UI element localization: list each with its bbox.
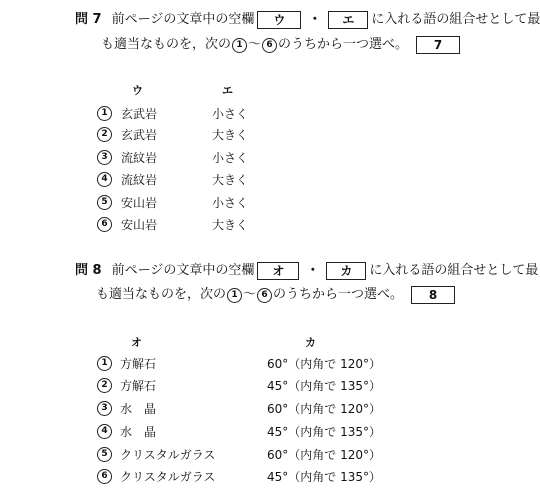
q7-option-6-num: 6 <box>97 217 112 232</box>
q7-range-start: 1 <box>232 38 247 53</box>
q8-blank-b: カ <box>326 262 366 280</box>
q8-prompt-line-1 <box>75 262 538 280</box>
q8-blank-a: オ <box>257 262 299 280</box>
q7-blank-b: エ <box>328 11 368 29</box>
q7-option-5-rock: 安山岩 <box>121 196 158 210</box>
q8-number: 問 8 <box>75 263 102 278</box>
q8-prompt-end: に入れる語の組合せとして最 <box>369 263 539 278</box>
q8-option-3-angle: 60°（内角で 120°） <box>267 402 381 416</box>
q8-option-3-material: 水 晶 <box>120 402 157 416</box>
q8-prompt-text-2: も適当なものを，次の <box>96 287 227 302</box>
q8-option-4-material: 水 晶 <box>120 425 157 439</box>
q8-option-1-material: 方解石 <box>120 357 157 371</box>
q7-option-4-num: 4 <box>97 172 112 187</box>
q7-option-4-rock: 流紋岩 <box>121 173 158 187</box>
q8-range-start: 1 <box>227 288 242 303</box>
q7-option-3-rock: 流紋岩 <box>121 151 158 165</box>
q8-option-4-angle: 45°（内角で 135°） <box>267 425 381 439</box>
q7-option-6-size: 大きく <box>212 218 249 232</box>
q7-prompt-text: 前ページの文章中の空欄 <box>111 12 255 27</box>
q8-option-1-angle: 60°（内角で 120°） <box>267 357 381 371</box>
q7-option-2-size: 大きく <box>212 128 249 142</box>
q7-prompt-end: に入れる語の組合せとして最 <box>371 12 540 27</box>
q8-col-header-1: オ <box>131 336 142 349</box>
q7-option-1-rock: 玄武岩 <box>121 107 158 121</box>
q7-option-2-num: 2 <box>97 127 112 142</box>
q8-option-6-num: 6 <box>97 469 112 484</box>
q8-option-6-angle: 45°（内角で 135°） <box>267 470 381 484</box>
q7-blank-a: ウ <box>257 11 301 29</box>
q7-col-header-2: エ <box>222 84 233 97</box>
q8-option-6-material: クリスタルガラス <box>120 470 216 484</box>
q7-option-4-size: 大きく <box>212 173 249 187</box>
q7-option-6-rock: 安山岩 <box>121 218 158 232</box>
q7-option-2-rock: 玄武岩 <box>121 128 158 142</box>
q8-option-2-num: 2 <box>97 378 112 393</box>
q8-option-2-material: 方解石 <box>120 379 157 393</box>
q8-option-2-angle: 45°（内角で 135°） <box>267 379 381 393</box>
q8-option-3-num: 3 <box>97 401 112 416</box>
q7-option-1-num: 1 <box>97 106 112 121</box>
q7-range-tilde: ～ <box>248 37 262 52</box>
q7-option-3-num: 3 <box>97 150 112 165</box>
q7-prompt-line-2 <box>101 36 463 54</box>
q7-prompt-line-1 <box>75 11 540 29</box>
q8-option-5-angle: 60°（内角で 120°） <box>267 448 381 462</box>
q7-prompt-end-2: のうちから一つ選べ。 <box>278 37 409 52</box>
q8-option-4-num: 4 <box>97 424 112 439</box>
q8-prompt-end-2: のうちから一つ選べ。 <box>273 287 404 302</box>
q7-prompt-text-2: も適当なものを，次の <box>101 37 232 52</box>
q7-option-5-size: 小さく <box>212 196 249 210</box>
q8-col-header-2: カ <box>305 336 316 349</box>
q8-prompt-text: 前ページの文章中の空欄 <box>111 263 255 278</box>
q8-range-end: 6 <box>257 288 272 303</box>
q8-answer-box[interactable]: 8 <box>411 286 455 304</box>
q7-option-5-num: 5 <box>97 195 112 210</box>
q8-range-tilde: ～ <box>243 287 257 302</box>
q7-option-1-size: 小さく <box>212 107 249 121</box>
q7-answer-box[interactable]: 7 <box>416 36 460 54</box>
q7-number: 問 7 <box>75 12 102 27</box>
q7-separator: ・ <box>308 12 322 27</box>
q7-col-header-1: ウ <box>132 84 143 97</box>
q8-separator: ・ <box>306 263 320 278</box>
q8-option-5-num: 5 <box>97 447 112 462</box>
q8-prompt-line-2 <box>96 286 458 304</box>
q8-option-1-num: 1 <box>97 356 112 371</box>
q8-option-5-material: クリスタルガラス <box>120 448 216 462</box>
q7-option-3-size: 小さく <box>212 151 249 165</box>
q7-range-end: 6 <box>262 38 277 53</box>
